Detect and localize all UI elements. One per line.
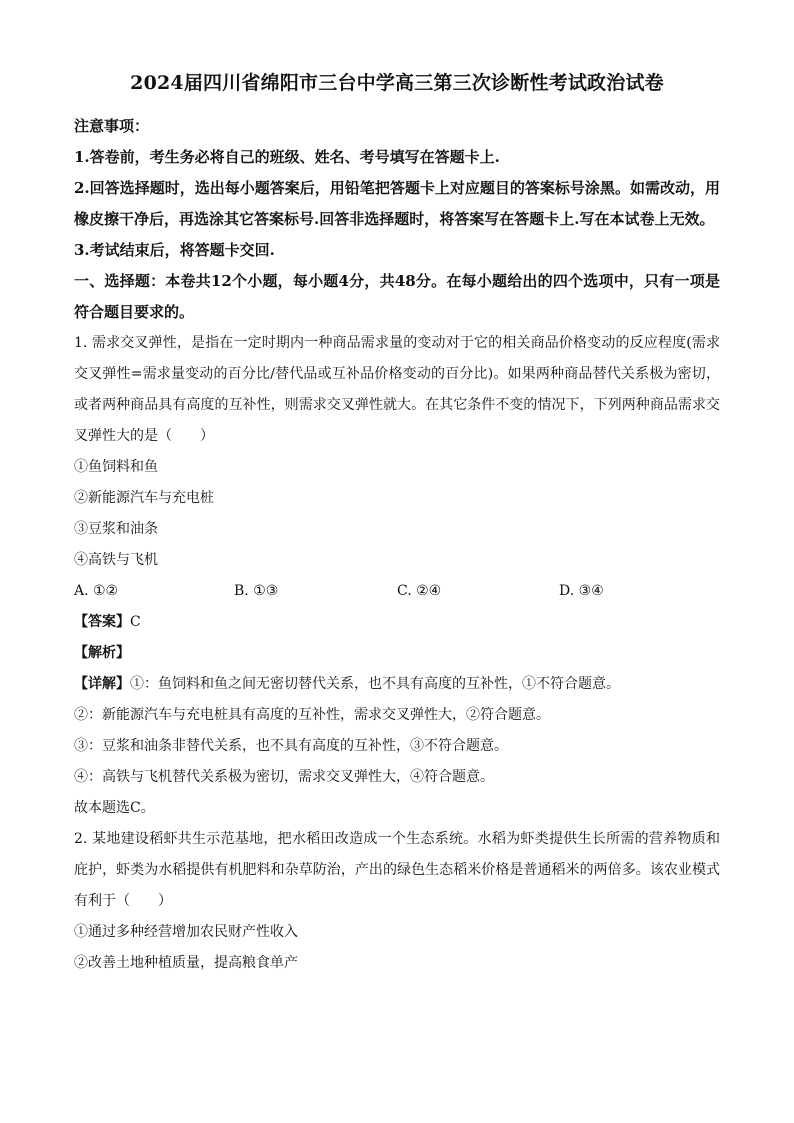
detail-line: ④：高铁与飞机替代关系极为密切，需求交叉弹性大，④符合题意。	[74, 769, 494, 785]
question-1-item: ③豆浆和油条	[74, 521, 158, 537]
option-d: D. ③④	[559, 583, 604, 599]
option-a: A. ①②	[74, 583, 119, 599]
page-title: 2024届四川省绵阳市三台中学高三第三次诊断性考试政治试卷	[130, 72, 664, 94]
question-2-item: ②改善土地种植质量，提高粮食单产	[74, 955, 298, 971]
question-2-stem: 2. 某地建设稻虾共生示范基地，把水稻田改造成一个生态系统。水稻为虾类提供生长所需的营养物质和庇护，虾类为水稻提供有机肥料和杂草防治，产出的绿色生态稻米价格是普通稻米的两倍多。该农业模式有利于（ ）	[74, 831, 720, 909]
question-1-stem: 1. 需求交叉弹性，是指在一定时期内一种商品需求量的变动对于它的相关商品价格变动的反应程度(需求交叉弹性=需求量变动的百分比/替代品或互补品价格变动的百分比)。如果两种商品替代关系极为密切，或者两种商品具有高度的互补性，则需求交叉弹性就大。在其它条件不变的情况下，下列两种商品需求交叉弹性大的是（ ）	[74, 335, 720, 444]
option-b: B. ①③	[234, 583, 279, 599]
answer-value: C	[130, 614, 141, 630]
detail-text: ①：鱼饲料和鱼之间无密切替代关系，也不具有高度的互补性，①不符合题意。	[130, 676, 620, 692]
detail-label: 【详解】	[74, 676, 130, 692]
section-heading: 一、选择题：本卷共12个小题，每小题4分，共48分。在每小题给出的四个选项中，只有一项是符合题目要求的。	[74, 272, 720, 321]
option-c: C. ②④	[397, 583, 442, 599]
detail-line	[74, 669, 720, 700]
notice-item: 1.答卷前，考生务必将自己的班级、姓名、考号填写在答题卡上.	[74, 148, 500, 166]
notice-heading: 注意事项：	[74, 117, 150, 135]
detail-line: ②：新能源汽车与充电桩具有高度的互补性，需求交叉弹性大，②符合题意。	[74, 707, 550, 723]
answer-line	[74, 607, 720, 638]
notice-item: 2.回答选择题时，选出每小题答案后，用铅笔把答题卡上对应题目的答案标号涂黑。如需改动，用橡皮擦干净后，再选涂其它答案标号.回答非选择题时，将答案写在答题卡上.写在本试卷上无效。	[74, 179, 720, 228]
question-1-item: ④高铁与飞机	[74, 552, 158, 568]
question-1-item: ②新能源汽车与充电桩	[74, 490, 214, 506]
conclusion: 故本题选C。	[74, 800, 155, 816]
question-2-item: ①通过多种经营增加农民财产性收入	[74, 924, 298, 940]
question-1-item: ①鱼饲料和鱼	[74, 459, 158, 475]
notice-item: 3.考试结束后，将答题卡交回.	[74, 241, 275, 259]
answer-label: 【答案】	[74, 614, 130, 630]
analysis-label: 【解析】	[74, 645, 130, 661]
detail-line: ③：豆浆和油条非替代关系，也不具有高度的互补性，③不符合题意。	[74, 738, 508, 754]
question-1-options	[74, 576, 720, 607]
